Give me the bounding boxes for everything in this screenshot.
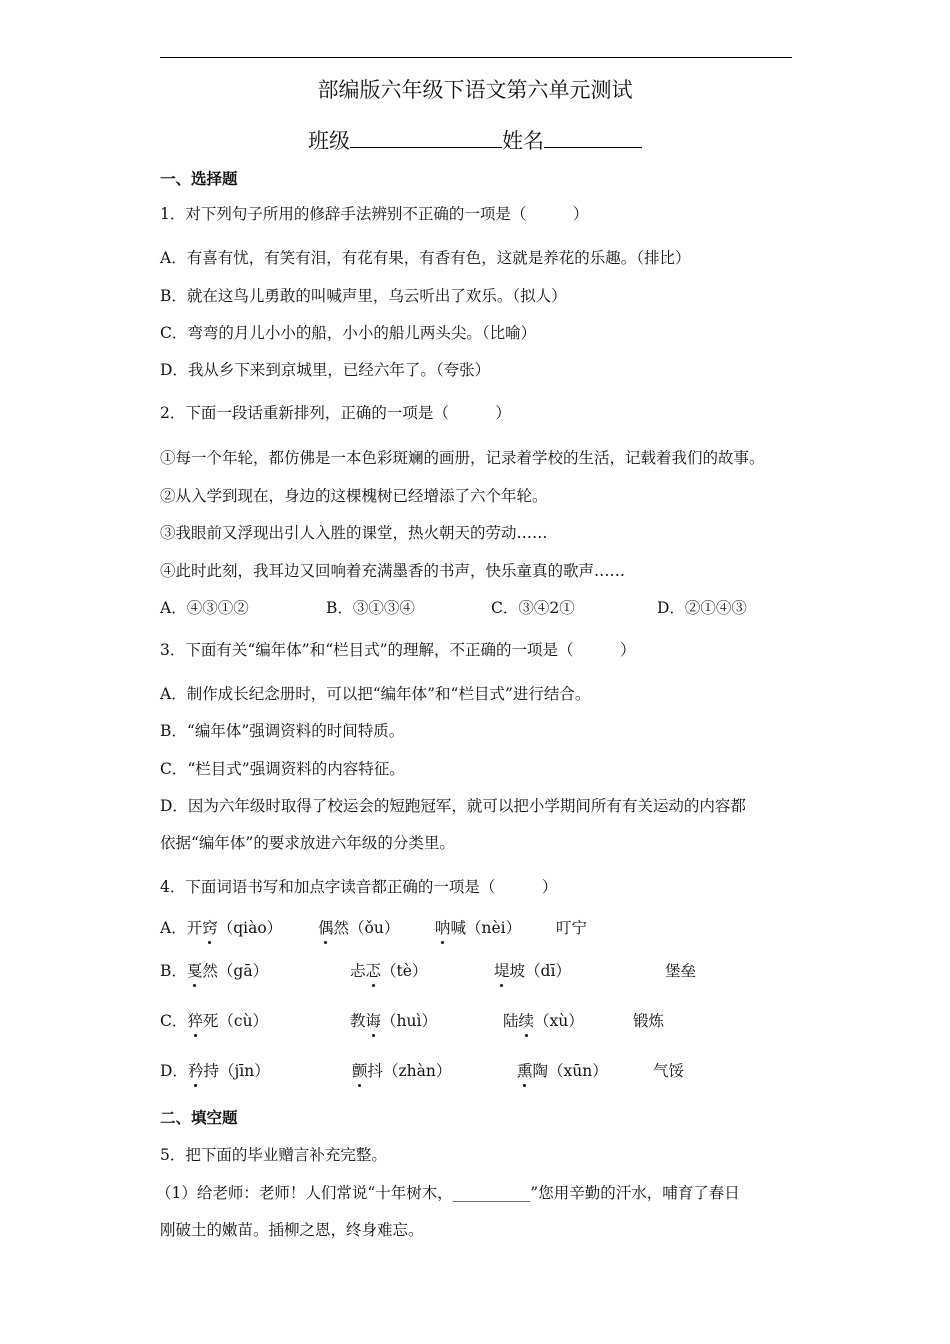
dotted-char: 诲 [365, 1012, 382, 1030]
question-2-sentence-3: ③我眼前又浮现出引人入胜的课堂，热火朝天的劳动…… [160, 524, 548, 542]
dotted-char: 续 [518, 1012, 535, 1030]
question-2-option-d: D．②①④③ [657, 599, 747, 617]
word-pinyin: 然（ǒu） [333, 919, 400, 937]
word-pinyin: 死（cù） [202, 1012, 269, 1030]
dotted-char: 呐 [435, 919, 451, 937]
question-2-option-c: C．③④2① [491, 599, 575, 617]
class-name-line [0, 125, 950, 155]
dotted-char: 熏 [517, 1062, 533, 1080]
part-1-blank[interactable]: __________ [452, 1184, 531, 1202]
section-heading-choice: 一、选择题 [160, 169, 238, 188]
question-4-a-word-4: 叮宁 [556, 919, 588, 937]
question-4-c-word-4: 锻炼 [633, 1012, 665, 1030]
word-pinyin: 持（jīn） [203, 1062, 270, 1080]
question-2-sentence-4: ④此时此刻，我耳边又回响着充满墨香的书声，快乐童真的歌声…… [160, 562, 626, 580]
dotted-char: 矜 [187, 1062, 204, 1080]
question-3-option-a: A．制作成长纪念册时，可以把“编年体”和“栏目式”进行结合。 [160, 685, 591, 703]
question-3-option-d: D．因为六年级时取得了校运会的短跑冠军，就可以把小学期间所有有关运动的内容都 [160, 797, 746, 815]
question-5-part-1 [156, 1182, 740, 1204]
question-4-a-word-3 [435, 917, 521, 939]
question-3-option-d-continued: 依据“编年体”的要求放进六年级的分类里。 [160, 834, 455, 852]
dotted-char: 猝 [187, 1012, 203, 1030]
question-4-b-word-3 [494, 960, 571, 982]
dotted-char: 颤 [352, 1062, 368, 1080]
question-4-b-word-4: 堡垒 [665, 962, 697, 980]
word-pinyin: （qiào） [217, 919, 283, 937]
question-4-option-d [160, 1060, 270, 1082]
option-label: A． [160, 919, 187, 937]
word-pinyin: 抖（zhàn） [367, 1062, 452, 1080]
question-3-option-b: B．“编年体”强调资料的时间特质。 [160, 722, 405, 740]
question-4-d-word-3 [517, 1060, 608, 1082]
word-text: 开 [186, 919, 203, 937]
question-3-option-c: C．“栏目式”强调资料的内容特征。 [160, 760, 405, 778]
word-pinyin: （xù） [534, 1012, 584, 1030]
page-title: 部编版六年级下语文第六单元测试 [317, 78, 633, 102]
question-4-option-c [160, 1010, 268, 1032]
question-1-option-a: A．有喜有忧，有笑有泪，有花有果，有香有色，这就是养花的乐趣。（排比） [160, 249, 691, 267]
question-2-option-b: B．③①③④ [326, 599, 415, 617]
header-rule [160, 57, 792, 58]
question-2-option-a: A．④③①② [160, 599, 249, 617]
word-text: 忐 [350, 962, 366, 980]
question-5-part-1-line-2: 刚破土的嫩苗。插柳之恩，终身难忘。 [160, 1221, 424, 1239]
section-heading-fill: 二、填空题 [160, 1108, 238, 1127]
question-4-option-a [160, 917, 282, 939]
option-label: C． [160, 1012, 188, 1030]
question-2-sentence-2: ②从入学到现在，身边的这棵槐树已经增添了六个年轮。 [160, 487, 548, 505]
class-blank[interactable] [350, 127, 502, 148]
word-pinyin: 喊（nèi） [450, 919, 522, 937]
question-1-option-c: C．弯弯的月儿小小的船，小小的船儿两头尖。（比喻） [160, 324, 537, 342]
option-label: D． [160, 1062, 188, 1080]
question-2-sentence-1: ①每一个年轮，都仿佛是一本色彩斑斓的画册，记录着学校的生活，记载着我们的故事。 [160, 449, 765, 467]
question-4-b-word-2 [350, 960, 427, 982]
dotted-char: 忑 [365, 962, 382, 980]
question-1-option-b: B．就在这鸟儿勇敢的叫喊声里，乌云听出了欢乐。（拟人） [160, 287, 567, 305]
name-blank[interactable] [544, 127, 642, 148]
part-1-text: （1）给老师：老师！人们常说“十年树木， [156, 1184, 453, 1202]
class-label: 班级 [308, 129, 350, 153]
word-pinyin: （tè） [381, 962, 428, 980]
word-text: 陆 [503, 1012, 519, 1030]
question-4-option-b [160, 960, 268, 982]
question-4-a-word-2 [318, 917, 399, 939]
question-4-d-word-4: 气馁 [653, 1062, 685, 1080]
question-4-c-word-2 [350, 1010, 437, 1032]
name-label: 姓名 [502, 129, 544, 153]
option-label: B． [160, 962, 187, 980]
question-3-stem: 3．下面有关“编年体”和“栏目式”的理解，不正确的一项是（ ） [160, 641, 636, 659]
dotted-char: 窍 [202, 919, 218, 937]
dotted-char: 戛 [186, 962, 203, 980]
question-1-stem: 1．对下列句子所用的修辞手法辨别不正确的一项是（ ） [160, 205, 589, 223]
word-pinyin: （huì） [381, 1012, 437, 1030]
word-pinyin: 坡（dī） [509, 962, 571, 980]
question-1-option-d: D．我从乡下来到京城里，已经六年了。（夸张） [160, 361, 491, 379]
word-pinyin: 陶（xūn） [532, 1062, 608, 1080]
dotted-char: 堤 [494, 962, 510, 980]
question-5-stem: 5．把下面的毕业赠言补充完整。 [160, 1146, 387, 1164]
word-text: 教 [350, 1012, 366, 1030]
question-4-d-word-2 [352, 1060, 451, 1082]
question-4-c-word-3 [503, 1010, 584, 1032]
question-2-stem: 2．下面一段话重新排列，正确的一项是（ ） [160, 404, 511, 422]
question-4-stem: 4．下面词语书写和加点字读音都正确的一项是（ ） [160, 878, 558, 896]
word-pinyin: 然（gā） [202, 962, 269, 980]
part-1-text-continued: ”您用辛勤的汗水，哺育了春日 [530, 1184, 740, 1202]
dotted-char: 偶 [318, 919, 334, 937]
